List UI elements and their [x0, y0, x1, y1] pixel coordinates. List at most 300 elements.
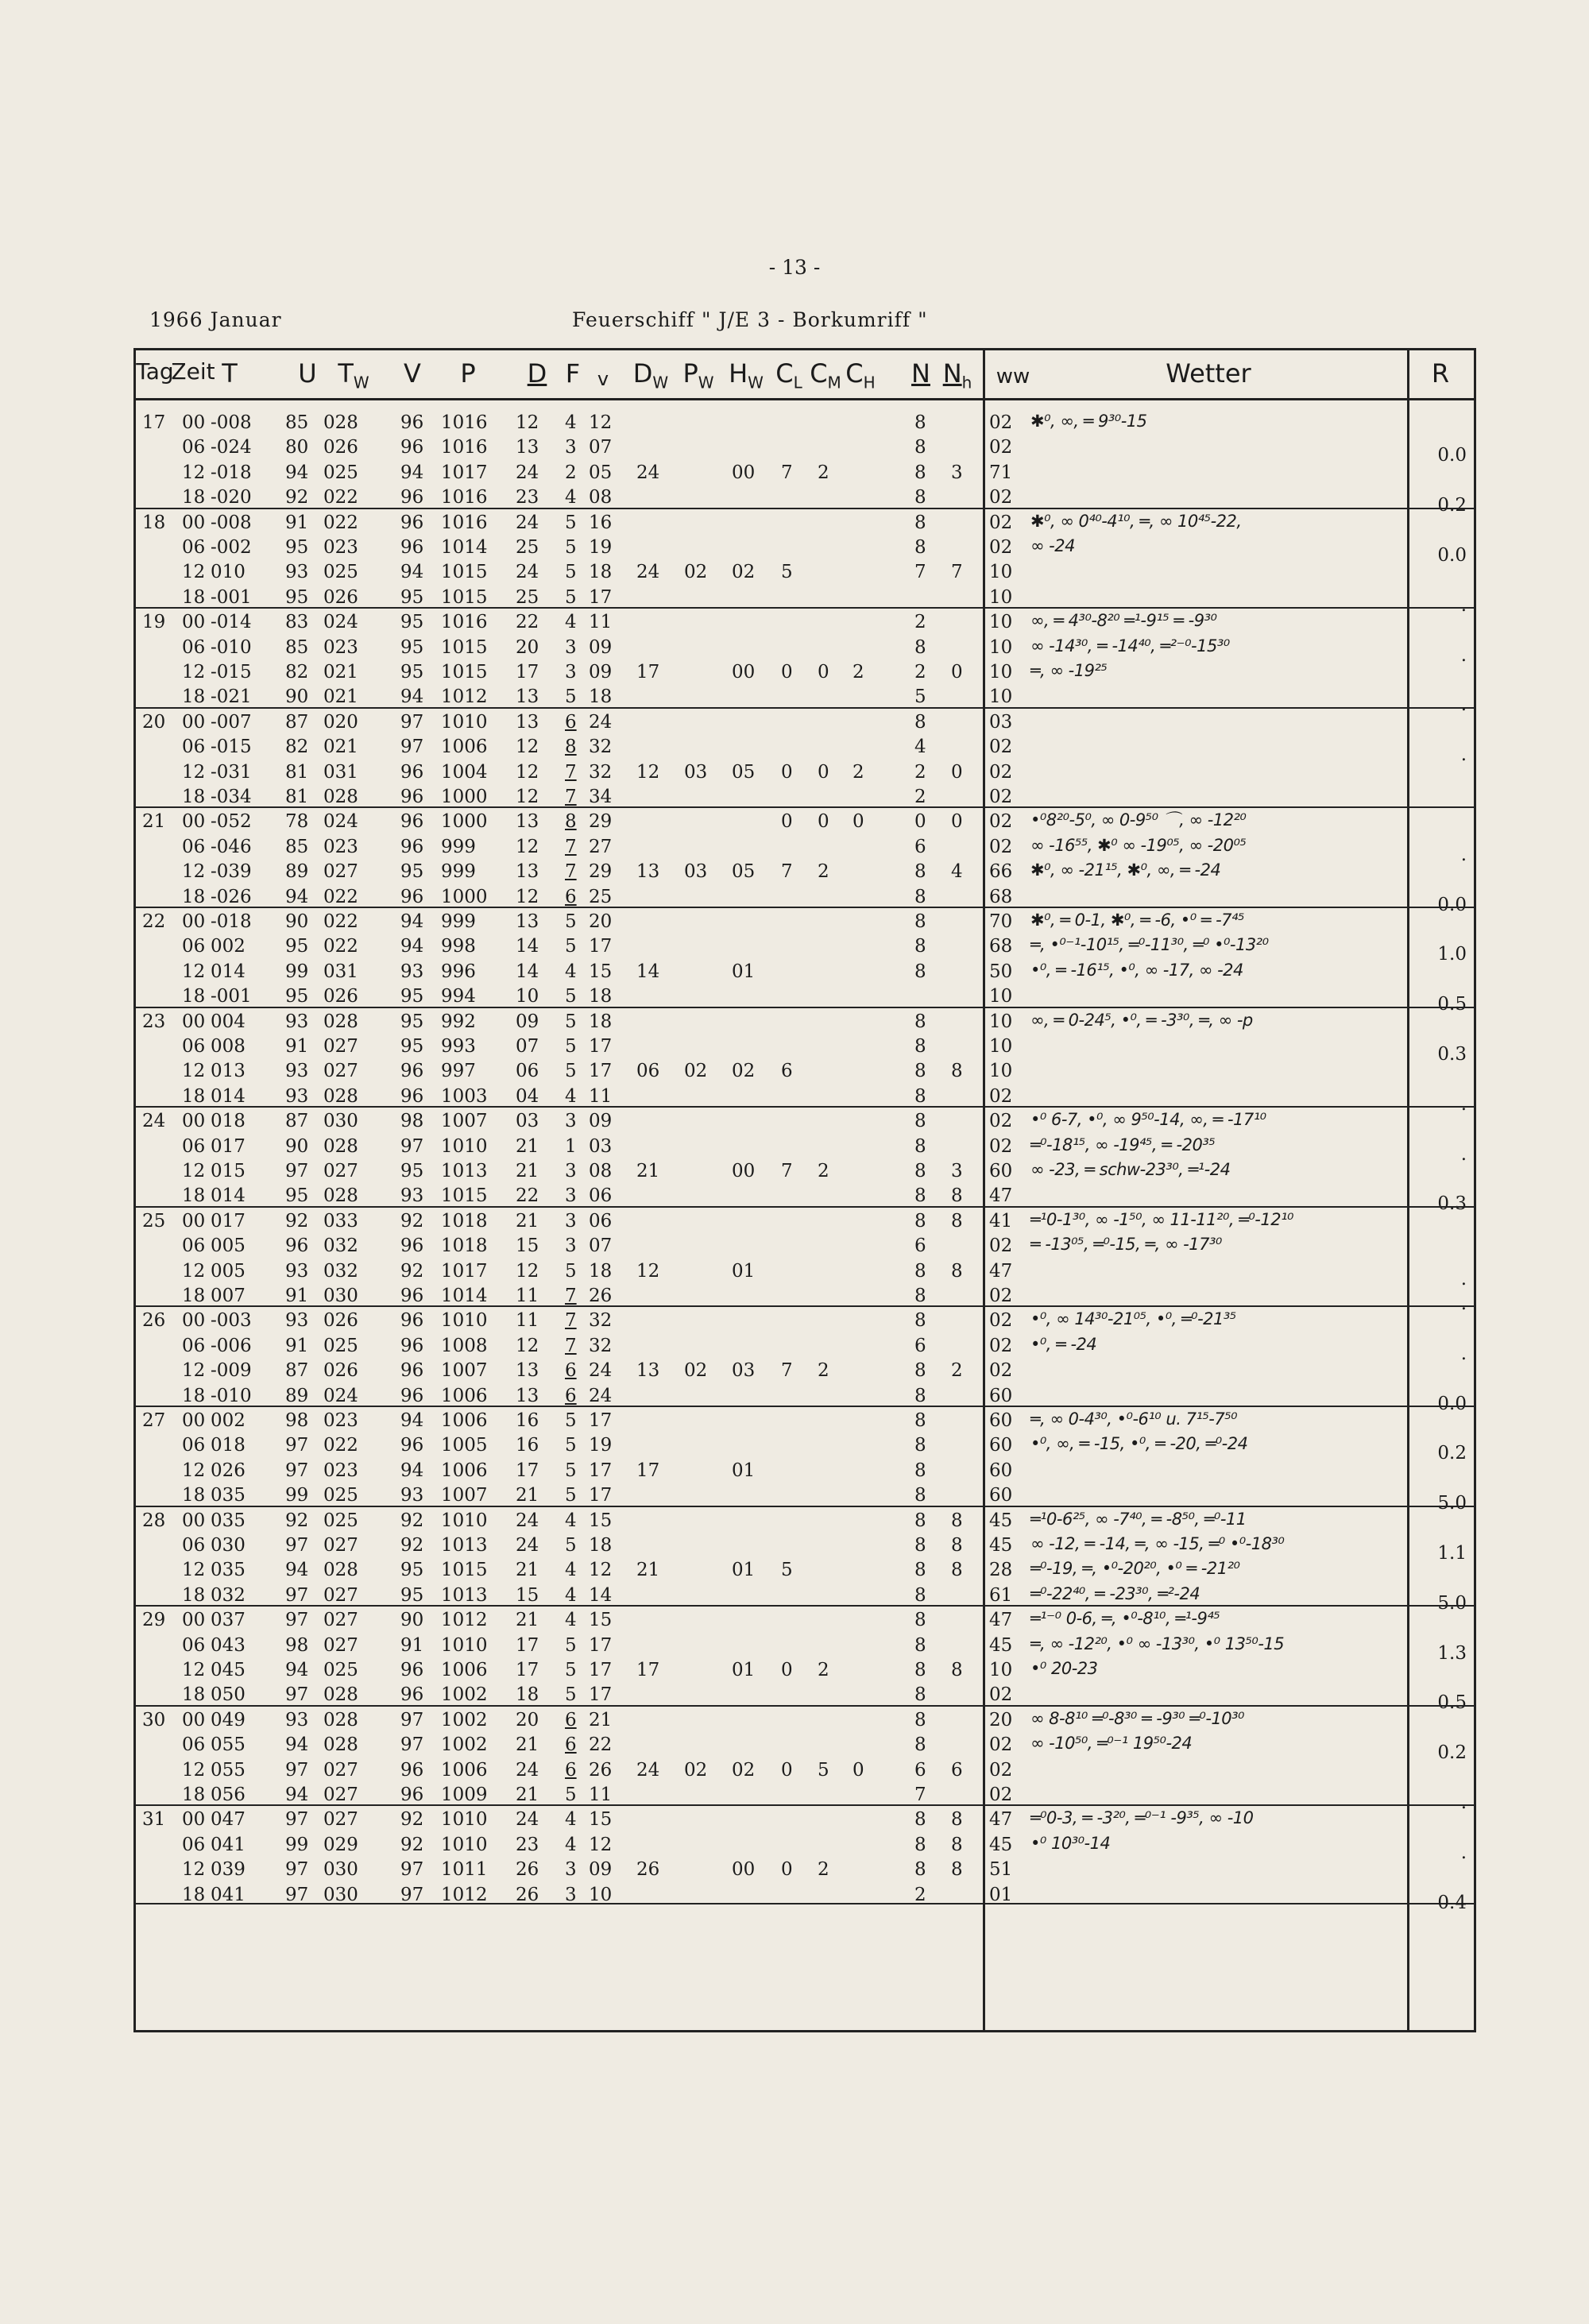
cell-v: 96 [400, 787, 424, 807]
cell-vv: 21 [589, 1709, 613, 1730]
cell-f: 5 [565, 537, 577, 558]
cell-pw: 02 [684, 562, 708, 583]
cell-ww: 01 [989, 1884, 1013, 1905]
cell-u: 99 [285, 1485, 309, 1506]
cell-v: 97 [400, 1884, 424, 1905]
cell-ww: 10 [989, 562, 1013, 583]
cell-p: 1015 [441, 586, 488, 608]
cell-wetter: ∞ -12, ═ -14, ═, ∞ -15, ═⁰ •⁰-18³⁰ [1030, 1534, 1285, 1553]
cell-d: 17 [516, 662, 539, 683]
cell-f: 5 [565, 562, 577, 583]
cell-p: 1010 [441, 1510, 488, 1531]
cell-tw: 031 [323, 761, 358, 783]
cell-nh: 0 [951, 761, 963, 783]
cell-t: 005 [211, 1235, 246, 1257]
cell-zeit: 18 [182, 986, 206, 1007]
cell-t: -052 [211, 811, 252, 833]
day-number: 18 [142, 512, 166, 533]
cell-p: 998 [441, 936, 476, 957]
cell-t: 041 [211, 1884, 246, 1905]
cell-hw: 02 [732, 1061, 756, 1082]
cell-tw: 027 [323, 1535, 358, 1556]
cell-p: 1013 [441, 1161, 488, 1181]
cell-tw: 027 [323, 1161, 358, 1181]
header-station: Feuerschiff " J/E 3 - Borkumriff " [572, 308, 928, 331]
cell-vv: 19 [589, 537, 613, 558]
cell-dw: 12 [636, 761, 660, 783]
cell-t: -020 [211, 487, 252, 508]
cell-nh: 3 [951, 1161, 963, 1181]
cell-n: 8 [914, 1260, 926, 1282]
cell-tw: 021 [323, 662, 358, 683]
day-number: 27 [142, 1410, 166, 1431]
cell-wetter: ═, •⁰⁻¹-10¹⁵, ═⁰-11³⁰, ═⁰ •⁰-13²⁰ [1030, 935, 1269, 955]
cell-u: 97 [285, 1610, 309, 1631]
cell-p: 1009 [441, 1785, 488, 1805]
cell-ww: 02 [989, 1785, 1013, 1805]
day-separator [136, 1804, 1474, 1806]
cell-t: 008 [211, 1036, 246, 1057]
cell-ww: 28 [989, 1560, 1013, 1581]
cell-hw: 02 [732, 1759, 756, 1781]
cell-n: 8 [914, 1684, 926, 1706]
cell-wetter: ∞ 8-8¹⁰ ═⁰-8³⁰ ═ -9³⁰ ═⁰-10³⁰ [1030, 1708, 1244, 1728]
cell-v: 95 [400, 986, 424, 1007]
cell-wetter: ∞ -23, ═ schw-23³⁰, ═¹-24 [1030, 1160, 1231, 1179]
cell-tw: 027 [323, 1759, 358, 1781]
cell-d: 17 [516, 1660, 539, 1680]
cell-zeit: 00 [182, 1310, 206, 1332]
cell-u: 91 [285, 1036, 309, 1057]
cell-tw: 030 [323, 1859, 358, 1881]
cell-zeit: 00 [182, 612, 206, 633]
cell-d: 12 [516, 787, 539, 807]
cell-ww: 02 [989, 811, 1013, 833]
cell-f: 4 [565, 1560, 577, 1581]
cell-d: 24 [516, 1759, 539, 1781]
cell-ww: 60 [989, 1385, 1013, 1406]
cell-zeit: 06 [182, 1235, 206, 1257]
cell-vv: 12 [589, 1560, 613, 1581]
cell-u: 93 [285, 1085, 309, 1107]
cell-u: 83 [285, 612, 309, 633]
cell-p: 1015 [441, 562, 488, 583]
cell-p: 1006 [441, 1759, 488, 1781]
cell-cm: 2 [818, 1161, 829, 1181]
cell-n: 8 [914, 412, 926, 433]
cell-v: 94 [400, 462, 424, 483]
cell-tw: 022 [323, 936, 358, 957]
col-f: F [565, 358, 581, 389]
cell-zeit: 12 [182, 562, 206, 583]
cell-u: 95 [285, 586, 309, 608]
cell-t: -014 [211, 612, 252, 633]
cell-ww: 70 [989, 911, 1013, 932]
col-ww: ww [996, 365, 1030, 389]
cell-u: 87 [285, 1111, 309, 1132]
cell-f: 4 [565, 1610, 577, 1631]
cell-t: -001 [211, 586, 252, 608]
cell-d: 23 [516, 487, 539, 508]
cell-nh: 8 [951, 1510, 963, 1531]
cell-zeit: 06 [182, 1435, 206, 1456]
cell-t: 010 [211, 562, 246, 583]
cell-r: 5.0 [1437, 1592, 1467, 1614]
cell-zeit: 06 [182, 1135, 206, 1157]
cell-n: 6 [914, 1759, 926, 1781]
cell-v: 97 [400, 737, 424, 758]
cell-v: 96 [400, 1684, 424, 1706]
cell-nh: 0 [951, 662, 963, 683]
cell-vv: 17 [589, 1036, 613, 1057]
cell-f: 5 [565, 1634, 577, 1656]
cell-t: 026 [211, 1460, 246, 1481]
cell-u: 98 [285, 1634, 309, 1656]
cell-t: 007 [211, 1286, 246, 1306]
cell-nh: 8 [951, 1660, 963, 1680]
cell-nh: 4 [951, 861, 963, 883]
cell-f: 5 [565, 1410, 577, 1431]
cell-u: 96 [285, 1235, 309, 1257]
cell-p: 1005 [441, 1435, 488, 1456]
cell-t: 041 [211, 1834, 246, 1855]
col-u: U [298, 358, 317, 389]
cell-u: 98 [285, 1410, 309, 1431]
cell-v: 97 [400, 711, 424, 733]
cell-hw: 02 [732, 562, 756, 583]
cell-t: 055 [211, 1734, 246, 1756]
cell-zeit: 00 [182, 1510, 206, 1531]
cell-p: 1000 [441, 811, 488, 833]
cell-cl: 0 [781, 761, 793, 783]
cell-t: -018 [211, 462, 252, 483]
day-separator [136, 1705, 1474, 1707]
cell-vv: 09 [589, 636, 613, 658]
cell-u: 94 [285, 1660, 309, 1680]
cell-r: . [1460, 744, 1467, 766]
cell-f: 4 [565, 1085, 577, 1107]
cell-u: 87 [285, 1360, 309, 1382]
cell-d: 20 [516, 1709, 539, 1730]
day-separator [136, 1506, 1474, 1507]
cell-hw: 01 [732, 1660, 756, 1680]
cell-cm: 0 [818, 811, 829, 833]
cell-d: 16 [516, 1410, 539, 1431]
cell-p: 1010 [441, 1310, 488, 1332]
cell-wetter: ∞ -16⁵⁵, ✱⁰ ∞ -19⁰⁵, ∞ -20⁰⁵ [1030, 835, 1247, 855]
cell-tw: 028 [323, 787, 358, 807]
cell-vv: 34 [589, 787, 613, 807]
cell-tw: 025 [323, 1660, 358, 1680]
cell-p: 1006 [441, 1660, 488, 1680]
cell-zeit: 00 [182, 1210, 206, 1232]
cell-vv: 32 [589, 1335, 613, 1356]
cell-v: 97 [400, 1734, 424, 1756]
cell-f: 5 [565, 1535, 577, 1556]
cell-p: 1011 [441, 1859, 488, 1881]
col-n: N [911, 358, 930, 389]
cell-vv: 17 [589, 1660, 613, 1680]
cell-ww: 10 [989, 1011, 1013, 1032]
cell-p: 993 [441, 1036, 476, 1057]
day-separator [136, 508, 1474, 509]
cell-t: -008 [211, 412, 252, 433]
cell-nh: 8 [951, 1535, 963, 1556]
cell-ww: 02 [989, 1759, 1013, 1781]
cell-wetter: ═, ∞ 0-4³⁰, •⁰-6¹⁰ u. 7¹⁵-7⁵⁰ [1030, 1409, 1238, 1429]
col-pw: $P_W$ [682, 358, 714, 392]
col-v-small: v [597, 368, 609, 390]
cell-d: 20 [516, 636, 539, 658]
cell-u: 95 [285, 986, 309, 1007]
cell-p: 1013 [441, 1535, 488, 1556]
cell-u: 95 [285, 936, 309, 957]
cell-r: 0.0 [1437, 445, 1467, 466]
cell-vv: 15 [589, 1610, 613, 1631]
cell-p: 1013 [441, 1584, 488, 1606]
cell-zeit: 18 [182, 1584, 206, 1606]
cell-v: 96 [400, 1660, 424, 1680]
cell-t: -006 [211, 1335, 252, 1356]
cell-r: . [1460, 1268, 1467, 1290]
cell-v: 91 [400, 1634, 424, 1656]
cell-vv: 27 [589, 836, 613, 857]
cell-wetter: ∞, ═ 0-24⁵, •⁰, ═ -3³⁰, ═, ∞ -p [1030, 1010, 1253, 1030]
cell-vv: 15 [589, 1510, 613, 1531]
cell-r: . [1460, 594, 1467, 616]
cell-zeit: 18 [182, 1485, 206, 1506]
cell-t: 017 [211, 1135, 246, 1157]
cell-dw: 17 [636, 1460, 660, 1481]
cell-u: 85 [285, 636, 309, 658]
cell-ww: 10 [989, 1036, 1013, 1057]
cell-u: 91 [285, 512, 309, 533]
cell-p: 1006 [441, 1460, 488, 1481]
cell-vv: 09 [589, 1859, 613, 1881]
cell-tw: 030 [323, 1884, 358, 1905]
cell-n: 8 [914, 1036, 926, 1057]
cell-f: 1 [565, 1135, 577, 1157]
cell-ch: 2 [852, 761, 864, 783]
cell-t: 035 [211, 1510, 246, 1531]
cell-v: 96 [400, 1061, 424, 1082]
cell-vv: 09 [589, 1111, 613, 1132]
cell-u: 90 [285, 1135, 309, 1157]
cell-v: 92 [400, 1535, 424, 1556]
cell-u: 93 [285, 562, 309, 583]
cell-vv: 10 [589, 1884, 613, 1905]
cell-vv: 32 [589, 761, 613, 783]
cell-t: -015 [211, 737, 252, 758]
cell-d: 13 [516, 1360, 539, 1382]
cell-v: 95 [400, 586, 424, 608]
cell-t: 043 [211, 1634, 246, 1656]
cell-p: 1014 [441, 537, 488, 558]
cell-t: 015 [211, 1161, 246, 1181]
cell-dw: 24 [636, 562, 660, 583]
cell-u: 94 [285, 1734, 309, 1756]
cell-v: 94 [400, 686, 424, 708]
cell-d: 22 [516, 1185, 539, 1207]
cell-cm: 2 [818, 1360, 829, 1382]
cell-pw: 02 [684, 1360, 708, 1382]
cell-f: 5 [565, 1036, 577, 1057]
cell-v: 97 [400, 1859, 424, 1881]
cell-n: 4 [914, 737, 926, 758]
cell-cm: 2 [818, 1660, 829, 1680]
cell-p: 1017 [441, 1260, 488, 1282]
cell-ww: 02 [989, 437, 1013, 458]
cell-n: 8 [914, 1485, 926, 1506]
cell-f: 7 [565, 836, 577, 857]
cell-t: -008 [211, 512, 252, 533]
day-separator [136, 1406, 1474, 1407]
cell-u: 93 [285, 1260, 309, 1282]
cell-v: 92 [400, 1260, 424, 1282]
cell-n: 8 [914, 462, 926, 483]
cell-f: 5 [565, 1660, 577, 1680]
cell-t: 056 [211, 1785, 246, 1805]
cell-f: 4 [565, 1510, 577, 1531]
cell-tw: 022 [323, 1435, 358, 1456]
cell-u: 91 [285, 1335, 309, 1356]
cell-zeit: 06 [182, 1834, 206, 1855]
cell-zeit: 06 [182, 1734, 206, 1756]
cell-nh: 3 [951, 462, 963, 483]
cell-n: 7 [914, 1785, 926, 1805]
cell-v: 96 [400, 437, 424, 458]
cell-u: 97 [285, 1684, 309, 1706]
cell-n: 8 [914, 537, 926, 558]
cell-wetter: ═¹0-1³⁰, ∞ -1⁵⁰, ∞ 11-11²⁰, ═⁰-12¹⁰ [1030, 1209, 1293, 1229]
cell-n: 8 [914, 1859, 926, 1881]
cell-tw: 028 [323, 1135, 358, 1157]
cell-p: 1006 [441, 1385, 488, 1406]
cell-ww: 02 [989, 787, 1013, 807]
cell-t: 035 [211, 1560, 246, 1581]
cell-dw: 17 [636, 1660, 660, 1680]
cell-n: 8 [914, 861, 926, 883]
cell-nh: 8 [951, 1210, 963, 1232]
day-number: 19 [142, 612, 166, 633]
cell-tw: 032 [323, 1235, 358, 1257]
cell-ww: 10 [989, 1061, 1013, 1082]
cell-r: 0.5 [1437, 994, 1467, 1015]
cell-r: . [1460, 694, 1467, 716]
header-date: 1966 Januar [149, 308, 282, 331]
cell-v: 94 [400, 936, 424, 957]
cell-vv: 17 [589, 1634, 613, 1656]
cell-d: 03 [516, 1111, 539, 1132]
cell-hw: 05 [732, 861, 756, 883]
cell-wetter: ═⁰-22⁴⁰, ═ -23³⁰, ═²-24 [1030, 1583, 1200, 1603]
cell-ww: 45 [989, 1834, 1013, 1855]
cell-vv: 32 [589, 737, 613, 758]
cell-n: 8 [914, 1610, 926, 1631]
cell-wetter: •⁰ 10³⁰-14 [1030, 1833, 1111, 1853]
cell-tw: 026 [323, 986, 358, 1007]
cell-ww: 20 [989, 1709, 1013, 1730]
cell-tw: 022 [323, 512, 358, 533]
cell-f: 4 [565, 1584, 577, 1606]
cell-d: 14 [516, 936, 539, 957]
cell-d: 04 [516, 1085, 539, 1107]
cell-f: 3 [565, 1185, 577, 1207]
cell-d: 26 [516, 1884, 539, 1905]
col-p: P [460, 358, 476, 389]
cell-v: 95 [400, 1584, 424, 1606]
cell-ww: 60 [989, 1435, 1013, 1456]
col-hw: $H_W$ [729, 358, 764, 392]
cell-u: 93 [285, 1061, 309, 1082]
cell-tw: 025 [323, 1335, 358, 1356]
cell-p: 1016 [441, 512, 488, 533]
cell-hw: 01 [732, 961, 756, 982]
cell-zeit: 18 [182, 1884, 206, 1905]
cell-d: 16 [516, 1435, 539, 1456]
cell-wetter: ∞ -14³⁰, ═ -14⁴⁰, ═²⁻⁰-15³⁰ [1030, 636, 1230, 655]
cell-dw: 12 [636, 1260, 660, 1282]
cell-n: 8 [914, 1410, 926, 1431]
cell-u: 87 [285, 711, 309, 733]
header-rule [136, 398, 1474, 400]
cell-tw: 027 [323, 1785, 358, 1805]
cell-n: 6 [914, 1335, 926, 1356]
cell-v: 95 [400, 1560, 424, 1581]
cell-d: 17 [516, 1634, 539, 1656]
cell-n: 8 [914, 1460, 926, 1481]
cell-v: 95 [400, 1011, 424, 1032]
cell-cl: 0 [781, 1759, 793, 1781]
cell-r: . [1460, 1343, 1467, 1364]
day-number: 26 [142, 1310, 166, 1332]
cell-zeit: 00 [182, 1011, 206, 1032]
cell-vv: 22 [589, 1734, 613, 1756]
cell-ww: 47 [989, 1260, 1013, 1282]
cell-f: 8 [565, 737, 577, 758]
cell-r: 1.3 [1437, 1642, 1467, 1664]
cell-f: 3 [565, 1884, 577, 1905]
cell-n: 8 [914, 961, 926, 982]
cell-f: 6 [565, 886, 577, 907]
cell-u: 89 [285, 861, 309, 883]
cell-r: 0.2 [1437, 1742, 1467, 1764]
cell-p: 1016 [441, 487, 488, 508]
cell-p: 1015 [441, 1185, 488, 1207]
cell-f: 4 [565, 961, 577, 982]
cell-v: 90 [400, 1610, 424, 1631]
cell-vv: 11 [589, 1085, 613, 1107]
cell-f: 3 [565, 636, 577, 658]
cell-t: 013 [211, 1061, 246, 1082]
cell-n: 8 [914, 1286, 926, 1306]
cell-zeit: 12 [182, 662, 206, 683]
cell-p: 994 [441, 986, 476, 1007]
cell-t: 037 [211, 1610, 246, 1631]
cell-v: 93 [400, 1185, 424, 1207]
cell-ch: 2 [852, 662, 864, 683]
cell-vv: 24 [589, 711, 613, 733]
day-separator [136, 607, 1474, 609]
day-separator [136, 707, 1474, 709]
cell-n: 8 [914, 1709, 926, 1730]
cell-d: 12 [516, 412, 539, 433]
cell-f: 3 [565, 1235, 577, 1257]
cell-pw: 03 [684, 861, 708, 883]
cell-n: 8 [914, 487, 926, 508]
cell-vv: 24 [589, 1385, 613, 1406]
cell-t: 030 [211, 1535, 246, 1556]
